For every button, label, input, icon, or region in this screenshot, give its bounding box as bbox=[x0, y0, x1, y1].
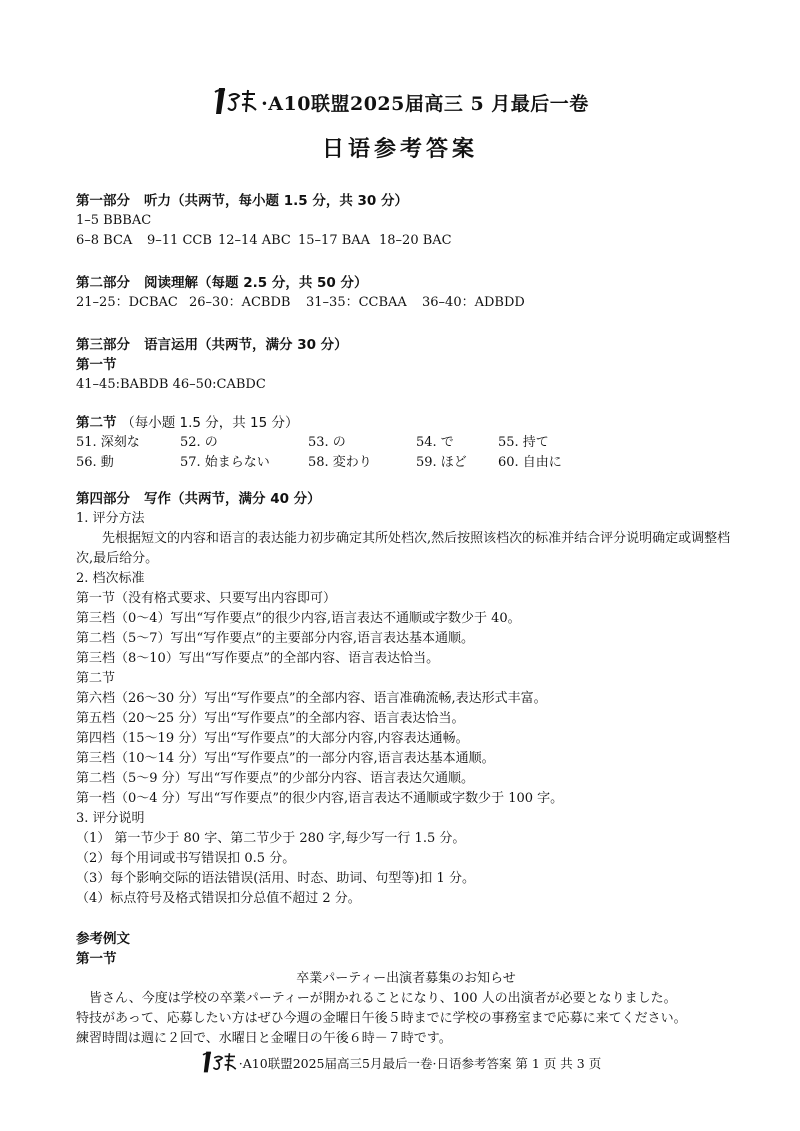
scoring-notes-title: 3. 评分说明 bbox=[76, 811, 145, 826]
sample-section1-label: 第一节 bbox=[76, 951, 117, 967]
brush-logo-icon bbox=[199, 1050, 239, 1074]
part2-answers: 21–25：DCBAC 26–30：ACBDB 31–35：CCBAA 36–40：ADBDD bbox=[76, 295, 525, 310]
scoring-note: （2）每个用词或书写错误扣 0.5 分。 bbox=[76, 851, 296, 866]
sample-essay-heading: 参考例文 bbox=[76, 931, 130, 947]
answer-content bbox=[76, 191, 736, 1049]
answer-52: 52. の bbox=[180, 435, 218, 450]
part3-section1-label: 第一节 bbox=[76, 357, 117, 373]
sample-essay-paragraph: 皆さん、今度は学校の卒業パーティーが開かれることになり、100 人の出演者が必要となりました。 bbox=[89, 991, 677, 1006]
part4-heading: 第四部分 写作（共两节，满分 40 分） bbox=[76, 491, 321, 507]
sample-essay-paragraph: 練習時間は週に２回で、水曜日と金曜日の午後６時－７時です。 bbox=[76, 1031, 452, 1046]
part1-answers-line2: 6–8 BCA 9–11 CCB 12–14 ABC 15–17 BAA 18–20 BAC bbox=[76, 233, 452, 248]
scoring-note: （4）标点符号及格式错误扣分总值不超过 2 分。 bbox=[76, 891, 361, 906]
scoring-method-title: 1. 评分方法 bbox=[76, 511, 145, 526]
sample-essay-title: 卒業パーティー出演者募集のお知らせ bbox=[296, 971, 516, 986]
answer-55: 55. 持て bbox=[498, 435, 549, 450]
grade-section2-level: 第五档（20～25 分）写出“写作要点”的全部内容、语言表达恰当。 bbox=[76, 711, 465, 726]
document-header bbox=[0, 86, 800, 163]
document-title bbox=[0, 86, 800, 116]
part3-section2-heading: 第二节 （每小题 1.5 分，共 15 分） bbox=[76, 415, 299, 431]
answer-51: 51. 深刻な bbox=[76, 435, 140, 450]
grade-section2-level: 第二档（5～9 分）写出“写作要点”的少部分内容、语言表达欠通顺。 bbox=[76, 771, 474, 786]
grade-section2-level: 第四档（15～19 分）写出“写作要点”的大部分内容,内容表达通畅。 bbox=[76, 731, 469, 746]
grade-section2-label: 第二节 bbox=[76, 671, 116, 686]
sample-essay-paragraph: 特技があって、応募したい方はぜひ今週の金曜日午後５時までに学校の事務室まで応募に来てください。 bbox=[76, 1011, 687, 1026]
grade-section1-level: 第三档（8～10）写出“写作要点”的全部内容、语言表达恰当。 bbox=[76, 651, 440, 666]
grade-standard-title: 2. 档次标准 bbox=[76, 571, 145, 586]
footer-text: ·A10联盟2025届高三5月最后一卷·日语参考答案 第 1 页 共 3 页 bbox=[238, 1056, 602, 1071]
grade-section2-level: 第六档（26～30 分）写出“写作要点”的全部内容、语言准确流畅,表达形式丰富。 bbox=[76, 691, 547, 706]
answer-58: 58. 変わり bbox=[308, 455, 372, 470]
grade-section1-label: 第一节（没有格式要求、只要写出内容即可） bbox=[76, 591, 337, 606]
part1-answers-line1: 1–5 BBBAC bbox=[76, 213, 152, 228]
part2-heading: 第二部分 阅读理解（每题 2.5 分，共 50 分） bbox=[76, 275, 368, 291]
document-subtitle: 日语参考答案 bbox=[321, 136, 478, 162]
answer-57: 57. 始まらない bbox=[180, 455, 270, 470]
part1-heading: 第一部分 听力（共两节，每小题 1.5 分，共 30 分） bbox=[76, 193, 409, 209]
answer-59: 59. ほど bbox=[416, 455, 467, 470]
answer-56: 56. 動 bbox=[76, 455, 114, 470]
page-footer bbox=[0, 1050, 800, 1074]
answer-53: 53. の bbox=[308, 435, 346, 450]
answer-54: 54. で bbox=[416, 435, 454, 450]
brush-logo-icon bbox=[211, 86, 259, 116]
title-text: ·A10联盟2025届高三 5 月最后一卷 bbox=[261, 93, 589, 115]
scoring-note: （3）每个影响交际的语法错误(活用、时态、助词、句型等)扣 1 分。 bbox=[76, 871, 475, 886]
grade-section2-level: 第三档（10～14 分）写出“写作要点”的一部分内容,语言表达基本通顺。 bbox=[76, 751, 495, 766]
part3-heading: 第三部分 语言运用（共两节，满分 30 分） bbox=[76, 337, 348, 353]
part3-section1-answers: 41–45:BABDB 46–50:CABDC bbox=[76, 377, 266, 392]
scoring-note: （1） 第一节少于 80 字、第二节少于 280 字,每少写一行 1.5 分。 bbox=[76, 831, 466, 846]
answer-60: 60. 自由に bbox=[498, 455, 562, 470]
grade-section1-level: 第二档（5～7）写出“写作要点”的主要部分内容,语言表达基本通顺。 bbox=[76, 631, 474, 646]
grade-section2-level: 第一档（0～4 分）写出“写作要点”的很少内容,语言表达不通顺或字数少于 100 字。 bbox=[76, 791, 564, 806]
part3-fill-answers bbox=[76, 433, 736, 473]
grade-section1-level: 第三档（0～4）写出“写作要点”的很少内容,语言表达不通顺或字数少于 40。 bbox=[76, 611, 521, 626]
scoring-method-text: 先根据短文的内容和语言的表达能力初步确定其所处档次,然后按照该档次的标准并结合评分说明确定或调整档次,最后给分。 bbox=[76, 531, 731, 566]
